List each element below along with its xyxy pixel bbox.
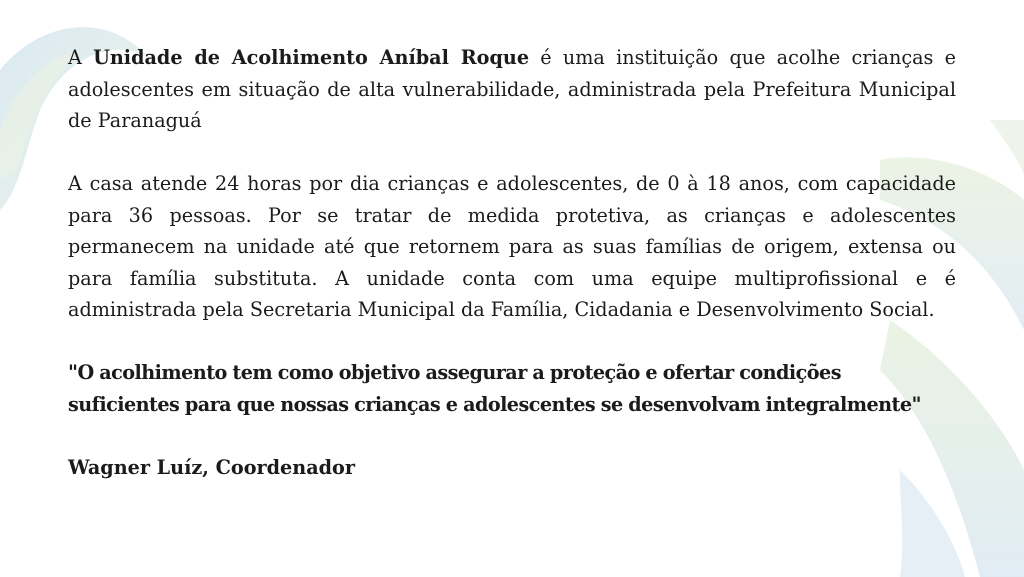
intro-rest: é uma instituição que acolhe crianças e adolescentes em situação de alta vulnerabilidade, administrada pela Prefeitura Municipal de Paranaguá — [68, 46, 956, 132]
description-paragraph: A casa atende 24 horas por dia crianças e adolescentes, de 0 à 18 anos, com capacidade para 36 pessoas. Por se tratar de medida protetiva, as crianças e adolescentes permanecem na unidade até que retornem para as suas famílias de origem, extensa ou para família substituta. A unidade conta com uma equipe multiprofissional e é administrada pela Secretaria Municipal da Família, Cidadania e Desenvolvimento Social. — [68, 172, 956, 321]
intro-paragraph — [68, 42, 956, 137]
ribbon-right-edge — [990, 120, 1024, 175]
text-content — [68, 42, 956, 483]
coordinator-quote: "O acolhimento tem como objetivo assegurar a proteção e ofertar condições suficientes para que nossas crianças e adolescentes se desenvolvam integralmente" — [68, 361, 921, 416]
institution-name: Unidade de Acolhimento Aníbal Roque — [93, 46, 530, 69]
intro-prefix: A — [68, 46, 94, 69]
signature: Wagner Luíz, Coordenador — [68, 455, 355, 479]
